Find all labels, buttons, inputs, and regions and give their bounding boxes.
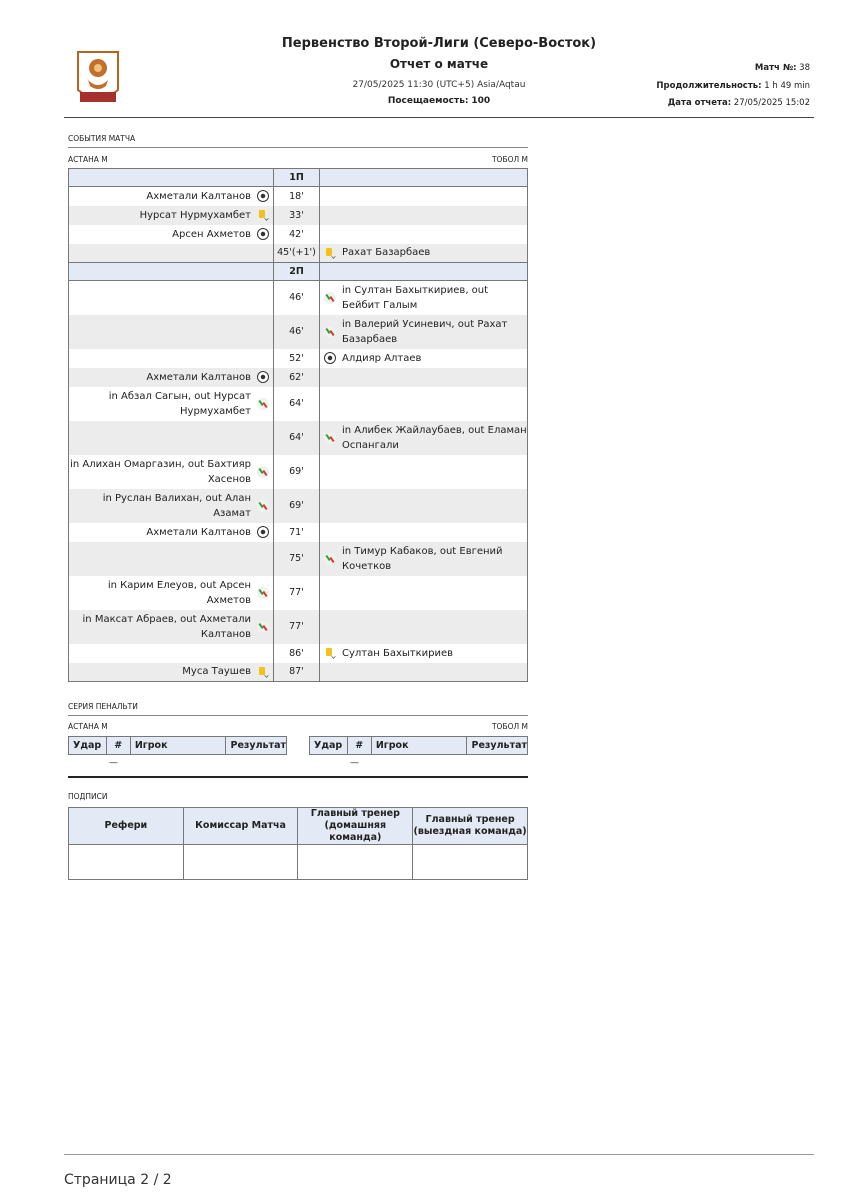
home-event-cell xyxy=(69,455,274,489)
duration-label: Продолжительность: xyxy=(656,81,762,91)
match-number-label: Матч №: xyxy=(754,63,797,73)
event-minute: 33' xyxy=(274,206,320,225)
substitution-icon xyxy=(324,292,336,304)
penalties-away-team: ТОБОЛ М xyxy=(491,722,528,731)
event-minute: 46' xyxy=(274,315,320,349)
home-event-cell xyxy=(69,315,274,349)
goal-icon xyxy=(257,371,269,383)
home-event-cell xyxy=(69,225,274,244)
column-header-player: Игрок xyxy=(130,737,226,755)
report-date-label: Дата отчета: xyxy=(667,98,732,108)
penalties-home-empty: — xyxy=(109,758,118,768)
divider xyxy=(68,147,528,148)
away-event-cell xyxy=(320,368,528,387)
event-text: Ахметали Калтанов xyxy=(146,371,251,383)
commissioner-signature xyxy=(183,845,298,880)
away-event-cell xyxy=(320,315,528,349)
column-header-shot: Удар xyxy=(310,737,348,755)
away-event-cell xyxy=(320,206,528,225)
period-row xyxy=(69,263,528,281)
away-event-cell xyxy=(320,523,528,542)
event-row xyxy=(69,315,528,349)
penalties-section-title: СЕРИЯ ПЕНАЛЬТИ xyxy=(68,702,138,711)
event-row xyxy=(69,663,528,682)
event-row xyxy=(69,610,528,644)
away-coach-header: Главный тренер (выездная команда) xyxy=(413,808,528,845)
event-minute: 64' xyxy=(274,387,320,421)
event-text: in Руслан Валихан, out Алан Азамат xyxy=(102,492,251,519)
column-header-player: Игрок xyxy=(371,737,467,755)
away-event-cell xyxy=(320,644,528,663)
substitution-icon xyxy=(324,326,336,338)
own-goal-icon xyxy=(324,352,336,364)
event-text: in Алибек Жайлаубаев, out Еламан Оспангали xyxy=(342,424,527,451)
event-minute: 52' xyxy=(274,349,320,368)
event-row xyxy=(69,187,528,206)
event-minute: 75' xyxy=(274,542,320,576)
home-coach-signature xyxy=(298,845,413,880)
event-row xyxy=(69,523,528,542)
event-minute: 77' xyxy=(274,576,320,610)
event-minute: 87' xyxy=(274,663,320,682)
match-datetime: 27/05/2025 11:30 (UTC+5) Asia/Aqtau xyxy=(352,80,526,90)
events-section-title: СОБЫТИЯ МАТЧА xyxy=(68,134,136,143)
match-number-value: 38 xyxy=(799,63,810,73)
attendance-value: 100 xyxy=(471,96,491,106)
section-divider xyxy=(68,776,528,778)
penalties-away-table xyxy=(309,736,528,755)
period-label: 1П xyxy=(274,169,320,187)
away-event-cell xyxy=(320,244,528,263)
home-event-cell xyxy=(69,663,274,682)
substitution-icon xyxy=(257,466,269,478)
period-row xyxy=(69,169,528,187)
event-text: Нурсат Нурмухамбет xyxy=(139,209,251,221)
column-header-number: # xyxy=(347,737,371,755)
event-row xyxy=(69,455,528,489)
events-table xyxy=(68,168,528,682)
event-minute: 77' xyxy=(274,610,320,644)
event-text: Рахат Базарбаев xyxy=(342,247,431,259)
period-label: 2П xyxy=(274,263,320,281)
event-text: in Абзал Сагын, out Нурсат Нурмухамбет xyxy=(108,390,251,417)
event-text: Султан Бахыткириев xyxy=(342,647,454,659)
period-home-cell xyxy=(69,263,274,281)
substitution-icon xyxy=(257,398,269,410)
substitution-icon xyxy=(257,587,269,599)
page-number: Страница 2 / 2 xyxy=(64,1172,172,1188)
event-text: Арсен Ахметов xyxy=(172,228,251,240)
event-minute: 42' xyxy=(274,225,320,244)
event-text: in Тимур Кабаков, out Евгений Кочетков xyxy=(342,545,503,572)
signatures-table xyxy=(68,807,528,880)
home-event-cell xyxy=(69,610,274,644)
away-event-cell xyxy=(320,187,528,206)
event-text: Ахметали Калтанов xyxy=(146,526,251,538)
substitution-icon xyxy=(324,553,336,565)
penalties-home-team: АСТАНА М xyxy=(68,722,108,731)
away-coach-signature xyxy=(413,845,528,880)
home-event-cell xyxy=(69,542,274,576)
home-event-cell xyxy=(69,489,274,523)
event-minute: 86' xyxy=(274,644,320,663)
event-minute: 64' xyxy=(274,421,320,455)
event-minute: 46' xyxy=(274,281,320,315)
yellow-card-icon xyxy=(257,209,269,221)
substitution-icon xyxy=(257,500,269,512)
away-event-cell xyxy=(320,225,528,244)
duration-value: 1 h 49 min xyxy=(764,81,810,91)
event-minute: 69' xyxy=(274,455,320,489)
home-coach-header: Главный тренер (домашняя команда) xyxy=(298,808,413,845)
commissioner-header: Комиссар Матча xyxy=(183,808,298,845)
event-row xyxy=(69,644,528,663)
report-date-value: 27/05/2025 15:02 xyxy=(733,98,810,108)
home-event-cell xyxy=(69,368,274,387)
event-minute: 62' xyxy=(274,368,320,387)
event-text: in Султан Бахыткириев, out Бейбит Галым xyxy=(342,284,489,311)
yellow-card-icon xyxy=(257,666,269,678)
event-row xyxy=(69,387,528,421)
away-event-cell xyxy=(320,542,528,576)
referee-header: Рефери xyxy=(69,808,184,845)
divider xyxy=(68,715,528,716)
away-event-cell xyxy=(320,663,528,682)
signatures-section-title: ПОДПИСИ xyxy=(68,792,108,801)
match-number xyxy=(755,63,810,73)
home-event-cell xyxy=(69,421,274,455)
home-event-cell xyxy=(69,523,274,542)
event-row xyxy=(69,225,528,244)
referee-signature xyxy=(69,845,184,880)
event-row xyxy=(69,489,528,523)
away-event-cell xyxy=(320,349,528,368)
event-row xyxy=(69,421,528,455)
event-text: in Карим Елеуов, out Арсен Ахметов xyxy=(107,579,251,606)
period-away-cell xyxy=(320,263,528,281)
event-minute: 18' xyxy=(274,187,320,206)
event-text: in Валерий Усиневич, out Рахат Базарбаев xyxy=(342,318,508,345)
goal-icon xyxy=(257,526,269,538)
substitution-icon xyxy=(257,621,269,633)
away-event-cell xyxy=(320,610,528,644)
home-event-cell xyxy=(69,187,274,206)
event-minute: 45'(+1') xyxy=(274,244,320,263)
column-header-result: Результат xyxy=(467,737,528,755)
column-header-result: Результат xyxy=(226,737,287,755)
report-header xyxy=(64,30,814,118)
goal-icon xyxy=(257,228,269,240)
event-text: in Максат Абраев, out Ахметали Калтанов xyxy=(82,613,251,640)
attendance-label: Посещаемость: xyxy=(387,96,469,106)
report-date xyxy=(668,98,810,108)
event-row xyxy=(69,576,528,610)
period-away-cell xyxy=(320,169,528,187)
event-minute: 71' xyxy=(274,523,320,542)
away-team-label: ТОБОЛ М xyxy=(491,155,528,164)
yellow-card-icon xyxy=(324,247,336,259)
away-event-cell xyxy=(320,421,528,455)
home-event-cell xyxy=(69,349,274,368)
home-event-cell xyxy=(69,576,274,610)
away-event-cell xyxy=(320,489,528,523)
duration xyxy=(656,81,810,91)
event-text: Ахметали Калтанов xyxy=(146,190,251,202)
substitution-icon xyxy=(324,432,336,444)
event-row xyxy=(69,368,528,387)
footer-divider xyxy=(64,1154,814,1155)
home-event-cell xyxy=(69,244,274,263)
event-row xyxy=(69,244,528,263)
away-event-cell xyxy=(320,281,528,315)
event-text: Муса Таушев xyxy=(182,666,251,678)
home-event-cell xyxy=(69,206,274,225)
event-row xyxy=(69,281,528,315)
tournament-title: Первенство Второй-Лиги (Северо-Восток) xyxy=(281,36,597,51)
away-event-cell xyxy=(320,576,528,610)
home-event-cell xyxy=(69,281,274,315)
away-event-cell xyxy=(320,387,528,421)
report-subtitle: Отчет о матче xyxy=(389,57,489,71)
event-text: Алдияр Алтаев xyxy=(342,352,422,364)
column-header-number: # xyxy=(106,737,130,755)
event-row xyxy=(69,349,528,368)
home-event-cell xyxy=(69,387,274,421)
home-event-cell xyxy=(69,644,274,663)
event-row xyxy=(69,206,528,225)
event-row xyxy=(69,542,528,576)
period-home-cell xyxy=(69,169,274,187)
away-event-cell xyxy=(320,455,528,489)
column-header-shot: Удар xyxy=(69,737,107,755)
event-text: in Алихан Омаргазин, out Бахтияр Хасенов xyxy=(70,458,251,485)
goal-icon xyxy=(257,190,269,202)
penalties-home-table xyxy=(68,736,287,755)
penalties-away-empty: — xyxy=(350,758,359,768)
home-team-label: АСТАНА М xyxy=(68,155,108,164)
event-minute: 69' xyxy=(274,489,320,523)
yellow-card-icon xyxy=(324,647,336,659)
